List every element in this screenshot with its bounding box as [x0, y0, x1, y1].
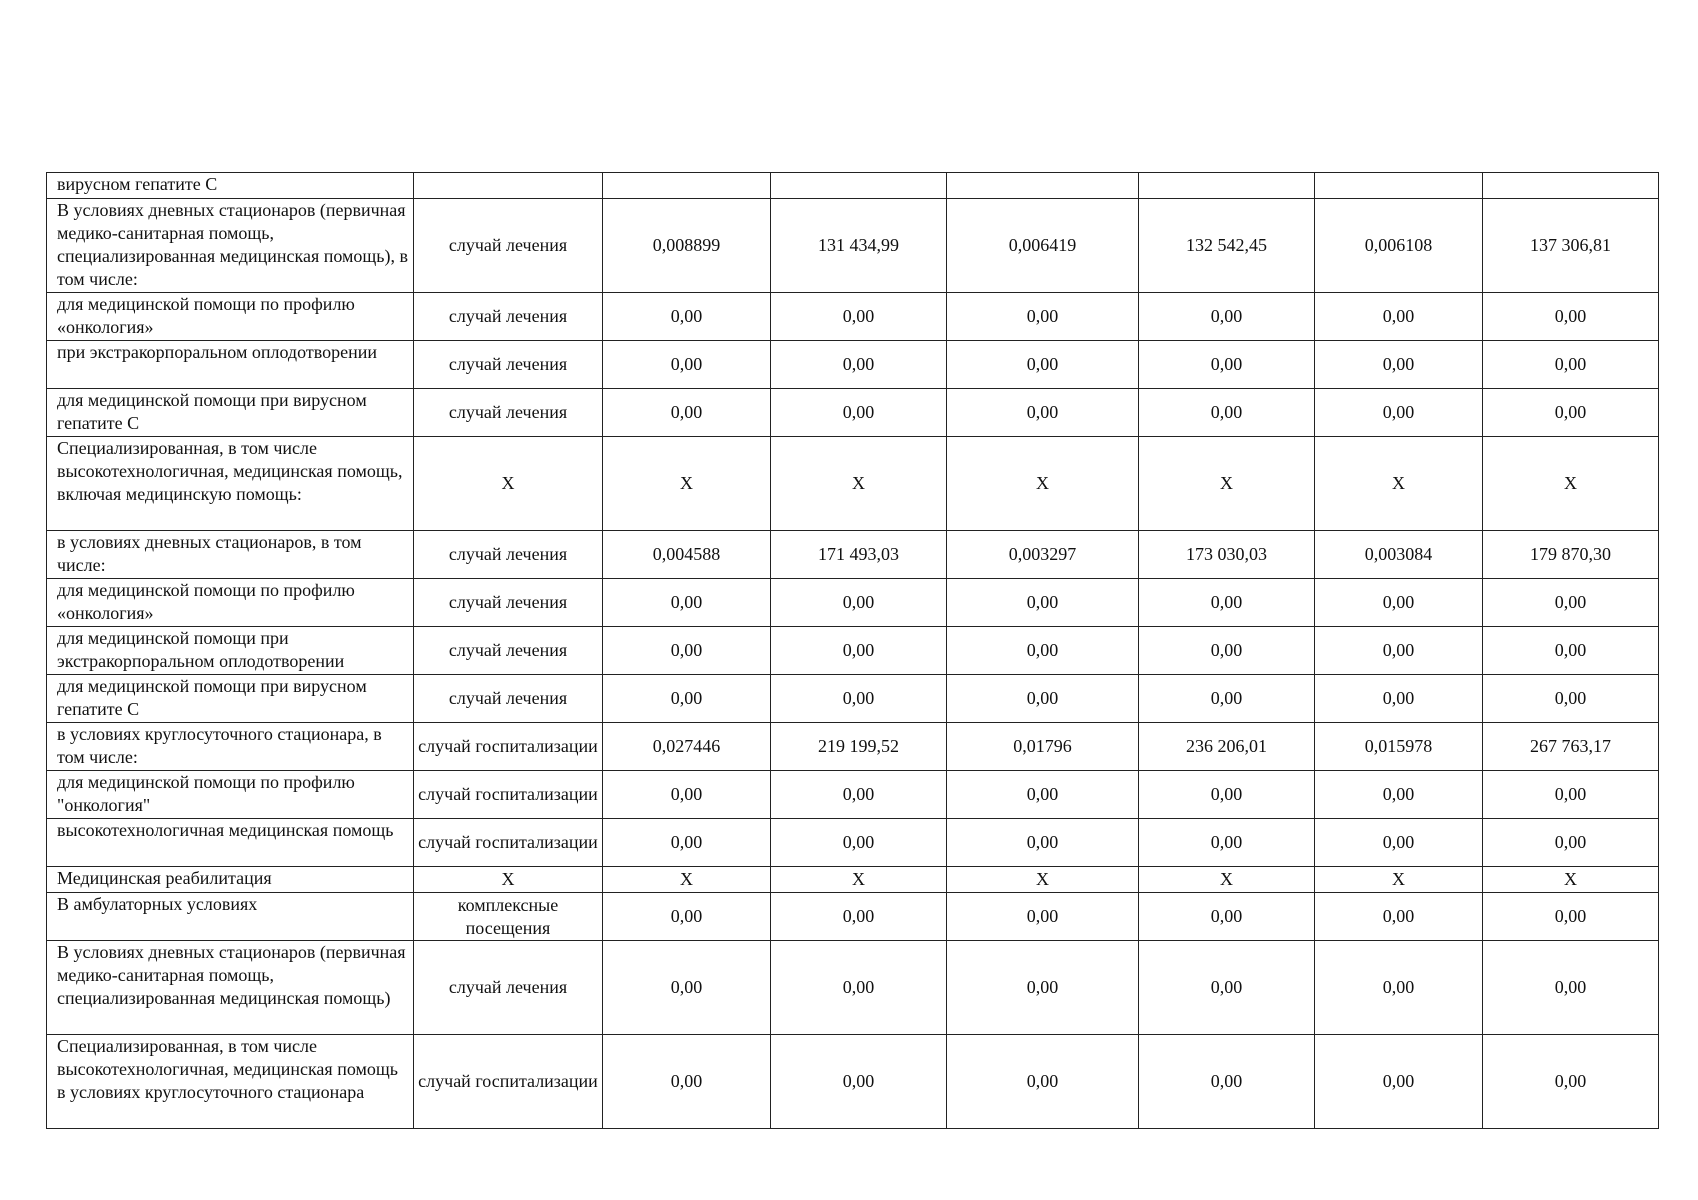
- row-value: [771, 173, 947, 199]
- row-name: при экстракорпоральном оплодотворении: [57, 342, 377, 362]
- row-name-cell: [47, 675, 414, 723]
- row-value: Х: [1139, 867, 1315, 893]
- row-value: 0,00: [603, 675, 771, 723]
- row-unit: случай лечения: [414, 389, 603, 437]
- row-unit: случай госпитализации: [414, 819, 603, 867]
- row-name: высокотехнологичная медицинская помощь: [57, 820, 394, 840]
- row-value: 0,003084: [1315, 531, 1483, 579]
- row-name: для медицинской помощи по профилю «онкология»: [57, 294, 355, 337]
- row-value: 0,00: [947, 293, 1139, 341]
- row-unit: случай лечения: [414, 341, 603, 389]
- row-value: 0,027446: [603, 723, 771, 771]
- row-value: 0,00: [1139, 771, 1315, 819]
- row-value: 0,00: [1139, 627, 1315, 675]
- table-row: [47, 531, 1659, 579]
- row-value: 0,00: [1139, 293, 1315, 341]
- row-value: 0,00: [771, 941, 947, 1035]
- row-value: Х: [1315, 437, 1483, 531]
- row-value: 0,00: [1315, 941, 1483, 1035]
- row-name: для медицинской помощи по профилю "онкология": [57, 772, 355, 815]
- row-value: 0,00: [947, 893, 1139, 941]
- row-value: 0,00: [1315, 771, 1483, 819]
- row-value: 0,00: [947, 675, 1139, 723]
- row-value: 0,00: [1315, 389, 1483, 437]
- row-name-cell: [47, 867, 414, 893]
- row-unit: случай лечения: [414, 627, 603, 675]
- row-unit: случай госпитализации: [414, 723, 603, 771]
- row-value: 0,00: [1139, 1035, 1315, 1129]
- row-value: Х: [1483, 867, 1659, 893]
- row-value: 0,00: [1483, 293, 1659, 341]
- row-value: 0,00: [1139, 819, 1315, 867]
- row-value: 0,00: [603, 819, 771, 867]
- row-name: Медицинская реабилитация: [57, 868, 272, 888]
- row-value: 0,00: [771, 771, 947, 819]
- row-value: 0,00: [603, 341, 771, 389]
- row-name: В условиях дневных стационаров (первичная медико-санитарная помощь, специализированная медицинская помощь), в том числе:: [57, 200, 408, 289]
- row-value: 179 870,30: [1483, 531, 1659, 579]
- row-unit: случай лечения: [414, 293, 603, 341]
- table-row: [47, 867, 1659, 893]
- row-unit: Х: [414, 437, 603, 531]
- row-name-cell: [47, 389, 414, 437]
- table-row: [47, 293, 1659, 341]
- row-value: 0,00: [1483, 1035, 1659, 1129]
- row-value: 0,00: [1483, 579, 1659, 627]
- row-value: 0,00: [1483, 341, 1659, 389]
- table-row: [47, 771, 1659, 819]
- row-value: Х: [1315, 867, 1483, 893]
- row-value: 0,00: [1483, 675, 1659, 723]
- row-name: в условиях дневных стационаров, в том числе:: [57, 532, 362, 575]
- table-row: [47, 199, 1659, 293]
- row-value: 0,00: [1315, 819, 1483, 867]
- row-unit: случай лечения: [414, 941, 603, 1035]
- row-name-cell: [47, 341, 414, 389]
- row-value: 0,00: [1139, 579, 1315, 627]
- row-value: 0,00: [947, 341, 1139, 389]
- row-value: 0,00: [603, 771, 771, 819]
- row-value: 0,00: [947, 579, 1139, 627]
- row-value: 0,00: [603, 389, 771, 437]
- row-value: 0,00: [1483, 893, 1659, 941]
- row-unit: [414, 173, 603, 199]
- row-value: Х: [771, 437, 947, 531]
- row-value: Х: [603, 867, 771, 893]
- row-value: [1483, 173, 1659, 199]
- row-value: 0,00: [1315, 893, 1483, 941]
- row-name: для медицинской помощи при вирусном гепатите С: [57, 390, 367, 433]
- row-value: 0,00: [1315, 579, 1483, 627]
- table-row: [47, 675, 1659, 723]
- table-row: [47, 341, 1659, 389]
- row-value: 0,00: [1139, 941, 1315, 1035]
- row-value: 0,00: [1139, 341, 1315, 389]
- row-value: 0,00: [1483, 627, 1659, 675]
- row-value: 0,00: [1139, 389, 1315, 437]
- row-name: Специализированная, в том числе высокотехнологичная, медицинская помощь в условиях круглосуточного стационара: [57, 1036, 398, 1102]
- row-value: [603, 173, 771, 199]
- row-unit: случай лечения: [414, 531, 603, 579]
- row-value: 0,00: [603, 1035, 771, 1129]
- row-value: 0,00: [603, 293, 771, 341]
- row-value: 0,00: [771, 819, 947, 867]
- row-unit: случай лечения: [414, 579, 603, 627]
- row-value: 0,00: [603, 627, 771, 675]
- row-unit: случай лечения: [414, 675, 603, 723]
- row-value: 0,00: [603, 893, 771, 941]
- row-value: 0,00: [1315, 675, 1483, 723]
- row-name-cell: [47, 173, 414, 199]
- row-value: 0,015978: [1315, 723, 1483, 771]
- row-value: Х: [771, 867, 947, 893]
- row-value: 0,00: [771, 675, 947, 723]
- row-value: [1139, 173, 1315, 199]
- row-name: В амбулаторных условиях: [57, 894, 258, 914]
- table-row: [47, 1035, 1659, 1129]
- row-name-cell: [47, 1035, 414, 1129]
- row-name-cell: [47, 941, 414, 1035]
- row-name-cell: [47, 437, 414, 531]
- row-value: 171 493,03: [771, 531, 947, 579]
- row-name-cell: [47, 531, 414, 579]
- row-value: 0,00: [1315, 341, 1483, 389]
- row-name-cell: [47, 893, 414, 941]
- table-row: [47, 437, 1659, 531]
- row-value: 0,003297: [947, 531, 1139, 579]
- row-value: 0,00: [603, 579, 771, 627]
- row-value: 173 030,03: [1139, 531, 1315, 579]
- table-row: [47, 819, 1659, 867]
- table-body: [47, 173, 1659, 1129]
- row-value: 0,00: [947, 627, 1139, 675]
- row-value: [947, 173, 1139, 199]
- row-value: [1315, 173, 1483, 199]
- data-table: [46, 172, 1659, 1129]
- row-value: 0,006108: [1315, 199, 1483, 293]
- row-value: 132 542,45: [1139, 199, 1315, 293]
- row-name: для медицинской помощи при экстракорпоральном оплодотворении: [57, 628, 345, 671]
- row-value: 0,00: [1483, 771, 1659, 819]
- row-value: Х: [1139, 437, 1315, 531]
- row-value: 0,00: [1483, 941, 1659, 1035]
- row-value: Х: [1483, 437, 1659, 531]
- row-name: вирусном гепатите С: [57, 174, 218, 194]
- row-value: 0,00: [947, 819, 1139, 867]
- row-name: в условиях круглосуточного стационара, в том числе:: [57, 724, 382, 767]
- row-value: 0,008899: [603, 199, 771, 293]
- row-name-cell: [47, 579, 414, 627]
- table-row: [47, 893, 1659, 941]
- row-name-cell: [47, 627, 414, 675]
- row-name: Специализированная, в том числе высокотехнологичная, медицинская помощь, включая медицинскую помощь:: [57, 438, 403, 504]
- table-row: [47, 579, 1659, 627]
- row-value: Х: [947, 867, 1139, 893]
- row-value: 0,00: [1315, 293, 1483, 341]
- row-value: 137 306,81: [1483, 199, 1659, 293]
- row-value: Х: [603, 437, 771, 531]
- row-name: для медицинской помощи по профилю «онкология»: [57, 580, 355, 623]
- row-value: 267 763,17: [1483, 723, 1659, 771]
- row-value: 0,00: [947, 771, 1139, 819]
- row-value: 219 199,52: [771, 723, 947, 771]
- row-name-cell: [47, 771, 414, 819]
- row-value: 0,00: [947, 389, 1139, 437]
- row-name-cell: [47, 819, 414, 867]
- row-unit: случай госпитализации: [414, 1035, 603, 1129]
- row-value: 0,00: [1483, 389, 1659, 437]
- row-name: В условиях дневных стационаров (первичная медико-санитарная помощь, специализированная медицинская помощь): [57, 942, 406, 1008]
- row-value: 0,00: [1315, 627, 1483, 675]
- table-row: [47, 723, 1659, 771]
- row-value: 0,00: [771, 893, 947, 941]
- row-value: 0,00: [1315, 1035, 1483, 1129]
- row-value: 0,00: [771, 341, 947, 389]
- row-value: 0,004588: [603, 531, 771, 579]
- row-value: 0,00: [1139, 893, 1315, 941]
- row-name-cell: [47, 723, 414, 771]
- row-value: 0,00: [947, 941, 1139, 1035]
- row-value: 0,00: [771, 579, 947, 627]
- row-value: 0,006419: [947, 199, 1139, 293]
- row-value: 0,00: [947, 1035, 1139, 1129]
- table-row: [47, 941, 1659, 1035]
- table-row: [47, 627, 1659, 675]
- row-value: 0,00: [771, 389, 947, 437]
- row-unit: случай госпитализации: [414, 771, 603, 819]
- row-value: 0,00: [771, 627, 947, 675]
- row-value: 131 434,99: [771, 199, 947, 293]
- table-row: [47, 173, 1659, 199]
- row-value: 0,00: [1139, 675, 1315, 723]
- row-unit: случай лечения: [414, 199, 603, 293]
- row-value: 0,01796: [947, 723, 1139, 771]
- row-name-cell: [47, 293, 414, 341]
- row-unit: Х: [414, 867, 603, 893]
- row-value: Х: [947, 437, 1139, 531]
- row-unit: комплексные посещения: [414, 893, 603, 941]
- row-name: для медицинской помощи при вирусном гепатите С: [57, 676, 367, 719]
- row-value: 0,00: [771, 1035, 947, 1129]
- row-value: 0,00: [603, 941, 771, 1035]
- row-value: 0,00: [1483, 819, 1659, 867]
- row-name-cell: [47, 199, 414, 293]
- row-value: 0,00: [771, 293, 947, 341]
- row-value: 236 206,01: [1139, 723, 1315, 771]
- table-row: [47, 389, 1659, 437]
